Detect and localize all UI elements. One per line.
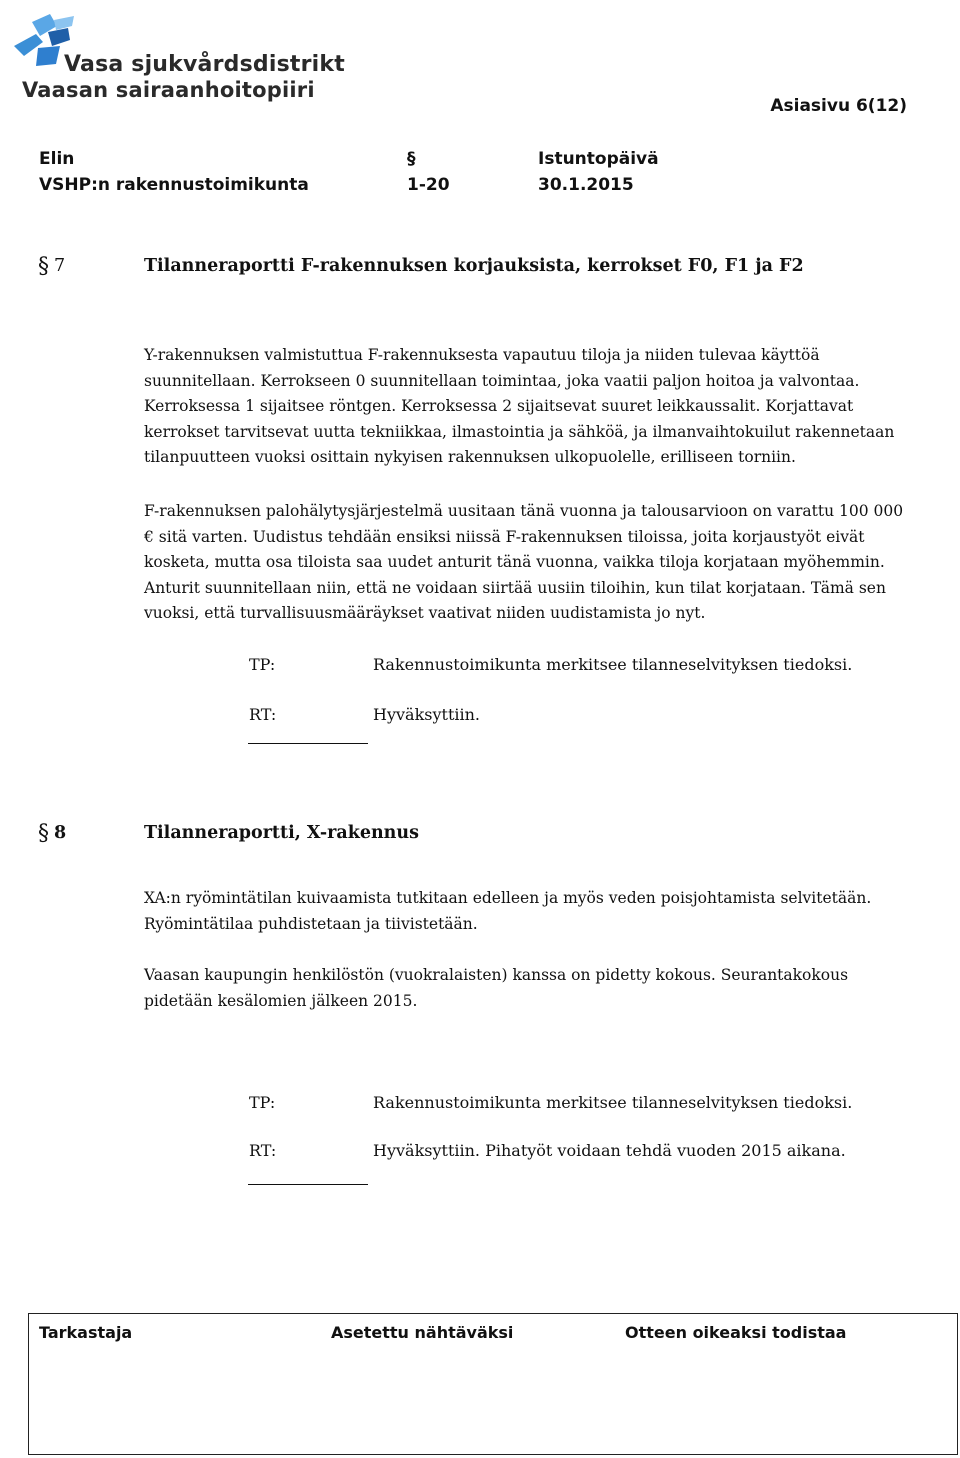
section-symbol: § — [38, 821, 49, 846]
rt-text: Hyväksyttiin. — [373, 705, 480, 724]
section-paragraph: Vaasan kaupungin henkilöstön (vuokralaisten) kanssa on pidetty kokous. Seurantakokous pidetään kesälomien jälkeen 2015. — [144, 966, 849, 1010]
section-number: 8 — [54, 823, 67, 843]
tp-text: Rakennustoimikunta merkitsee tilanneselvityksen tiedoksi. — [373, 655, 853, 674]
footer-inspector-label: Tarkastaja — [39, 1323, 133, 1342]
tp-label: TP: — [249, 1093, 276, 1112]
rt-label: RT: — [249, 1141, 277, 1160]
header-organ-value: VSHP:n rakennustoimikunta — [39, 175, 309, 195]
footer-signature-box — [28, 1313, 958, 1455]
rt-label: RT: — [249, 705, 277, 724]
logo-line-2: Vaasan sairaanhoitopiiri — [22, 78, 315, 102]
section-paragraph: XA:n ryömintätilan kuivaamista tutkitaan edelleen ja myös veden poisjohtamista selvitetään. Ryömintätilaa puhdistetaan ja tiivistetään. — [144, 889, 872, 933]
header-session-date-label: Istuntopäivä — [538, 149, 659, 169]
page-label: Asiasivu 6(12) — [770, 96, 907, 116]
rt-text: Hyväksyttiin. Pihatyöt voidaan tehdä vuoden 2015 aikana. — [373, 1141, 846, 1160]
section-title: Tilanneraportti, X-rakennus — [144, 823, 419, 843]
signature-line — [248, 1184, 368, 1185]
section-paragraph: Y-rakennuksen valmistuttua F-rakennuksesta vapautuu tiloja ja niiden tulevaa käyttöä suunnitellaan. Kerrokseen 0 suunnitellaan toimintaa, joka vaatii paljon hoitoa ja valvontaa. Kerroksessa 1 sijaitsee röntgen. Kerroksessa 2 sijaitsevat suuret leikkaussalit. Korjattavat kerrokset tarvitsevat uutta tekniikkaa, ilmastointia ja sähköä, ja ilmanvaihtokuilut rakennetaan tilanpuutteen vuoksi osittain nykyisen rakennuksen ulkopuolelle, erilliseen torniin. — [144, 346, 895, 466]
footer-certified-label: Otteen oikeaksi todistaa — [625, 1323, 847, 1342]
signature-line — [248, 743, 368, 744]
organization-logo — [10, 12, 345, 104]
header-organ-label: Elin — [39, 149, 75, 169]
section-number: 7 — [54, 256, 66, 276]
tp-text: Rakennustoimikunta merkitsee tilanneselvityksen tiedoksi. — [373, 1093, 853, 1112]
section-symbol: § — [38, 254, 49, 279]
header-paragraph-label: § — [407, 149, 416, 169]
header-session-date-value: 30.1.2015 — [538, 175, 634, 195]
section-title: Tilanneraportti F-rakennuksen korjauksista, kerrokset F0, F1 ja F2 — [144, 256, 804, 276]
tp-label: TP: — [249, 655, 276, 674]
section-paragraph: F-rakennuksen palohälytysjärjestelmä uusitaan tänä vuonna ja talousarvioon on varattu 100 000 € sitä varten. Uudistus tehdään ensiksi niissä F-rakennuksen tiloissa, joita korjaustyöt eivät kosketa, mutta osa tiloista saa uudet anturit tänä vuonna, vaikka tiloja korjataan myöhemmin. Anturit suunnitellaan niin, että ne voidaan siirtää uusiin tiloihin, kun tilat korjataan. Tämä sen vuoksi, että turvallisuusmääräykset vaativat niiden uudistamista jo nyt. — [144, 502, 904, 622]
logo-line-1: Vasa sjukvårdsdistrikt — [64, 52, 345, 77]
header-paragraph-value: 1-20 — [407, 175, 450, 195]
footer-posted-label: Asetettu nähtäväksi — [331, 1323, 514, 1342]
